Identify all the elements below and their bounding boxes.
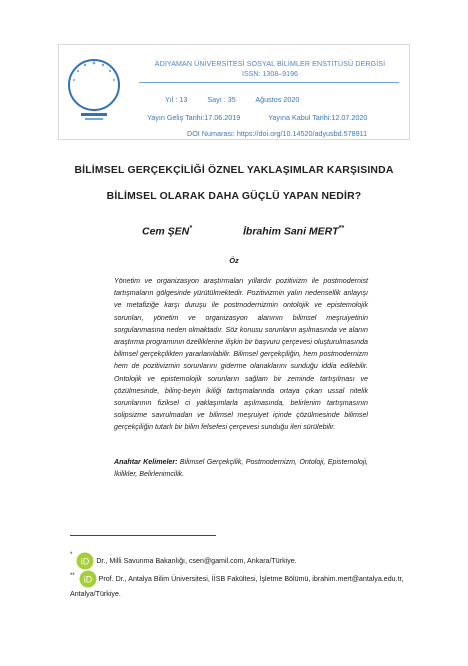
keywords-text: Bilimsel Gerçekçilik, Postmodernizm, Ontoloji, Epistemoloji, İkilikler, Belirlenimcilik.	[114, 458, 369, 479]
journal-logo-icon	[65, 55, 123, 127]
author-1: Cem ŞEN*	[142, 225, 192, 238]
footnote-2: ** iD Prof. Dr., Antalya Bilim Üniversitesi, İİSB Fakültesi, İşletme Bölümü, ibrahim.mert@antalya.edu.tr, Antalya/Türkiye.	[70, 570, 410, 600]
author-2: İbrahim Sani MERT**	[243, 225, 344, 238]
article-title-line2: BİLİMSEL OLARAK DAHA GÜÇLÜ YAPAN NEDİR?	[106, 191, 362, 202]
journal-name: ADIYAMAN ÜNİVERSİTESİ SOSYAL BİLİMLER ENSTİTÜSÜ DERGİSİ	[154, 60, 386, 68]
issue-month: Ağustos 2020	[255, 95, 300, 104]
svg-text:iD: iD	[83, 574, 92, 585]
footnote-1-text: Dr., Milli Savunma Bakanlığı, csen@gamil.com, Ankara/Türkiye.	[96, 556, 297, 565]
orcid-icon[interactable]	[76, 552, 94, 570]
footnote-2-text: Prof. Dr., Antalya Bilim Üniversitesi, İİSB Fakültesi, İşletme Bölümü, ibrahim.mert@antalya.edu.tr, Antalya/Türkiye.	[70, 574, 404, 598]
keywords-label: Anahtar Kelimeler:	[114, 458, 178, 466]
header-divider	[139, 82, 399, 83]
svg-text:iD: iD	[81, 556, 90, 567]
received-date: Yayın Geliş Tarihi:17.06.2019	[147, 113, 241, 122]
journal-header	[58, 44, 410, 140]
doi[interactable]: DOI Numarası: https://doi.org/10.14520/adyusbd.578911	[187, 129, 368, 138]
abstract-heading: Öz	[229, 256, 239, 265]
orcid-icon[interactable]	[79, 570, 97, 588]
footnote-divider	[70, 535, 216, 536]
year: Yıl : 13	[165, 95, 188, 104]
issue-info	[165, 95, 317, 104]
article-title-line1: BİLİMSEL GERÇEKÇİLİĞİ ÖZNEL YAKLAŞIMLAR KARŞISINDA	[74, 165, 394, 176]
issue-number: Sayı : 35	[207, 95, 236, 104]
footnote-1: * iD Dr., Milli Savunma Bakanlığı, csen@gamil.com, Ankara/Türkiye.	[70, 552, 297, 570]
dates	[147, 113, 367, 122]
keywords	[114, 456, 368, 480]
abstract-text: Yönetim ve organizasyon araştırmaları yıllardır pozitivizm ile postmodernist tartışmaların gölgesinde yürütülmektedir. Pozitivizmin yalın nedensellik anlayışı ve metafiziğe karşı duruşu ile postmodernizmin ontolojik ve epistemolojik sorunları, yönetim ve organizasyon alanının bilimsel meşruiyetinin sorgulanmasına neden olmaktadır. Söz konusu sorunların aşılmasında ve alanın araştırma programının özelliklerine ilişkin bir başvuru çerçevesi oluşturulmasında bilimsel gerçekçilikten yararlanılabilir. Bilimsel gerçekçiliğin, hem postmodernizm hem de pozitivizmin sorunlarını giderme olanaklarını sunduğu iddia edilebilir. Ontolojik ve epistemolojik sorunların sağlam bir zeminde tartışılması ve çözülmesinde, bilinç-beyin ikiliği tartışmalarında ortaya çıkan ussal nitelik sorunlarının fiziksel ci yaklaşımlarla aşılmasında, belirlenim tartışmasının solipsizme savrulmadan ve bilimsel meşruiyet içinde çözülmesinde bilimsel gerçekçiliğin tutarlı bir bilim felsefesi çerçevesi sunduğu ileri sürülebilir.	[114, 277, 368, 432]
accepted-date: Yayına Kabul Tarihi:12.07.2020	[268, 113, 368, 122]
journal-issn: ISSN: 1308–9196	[241, 70, 298, 78]
